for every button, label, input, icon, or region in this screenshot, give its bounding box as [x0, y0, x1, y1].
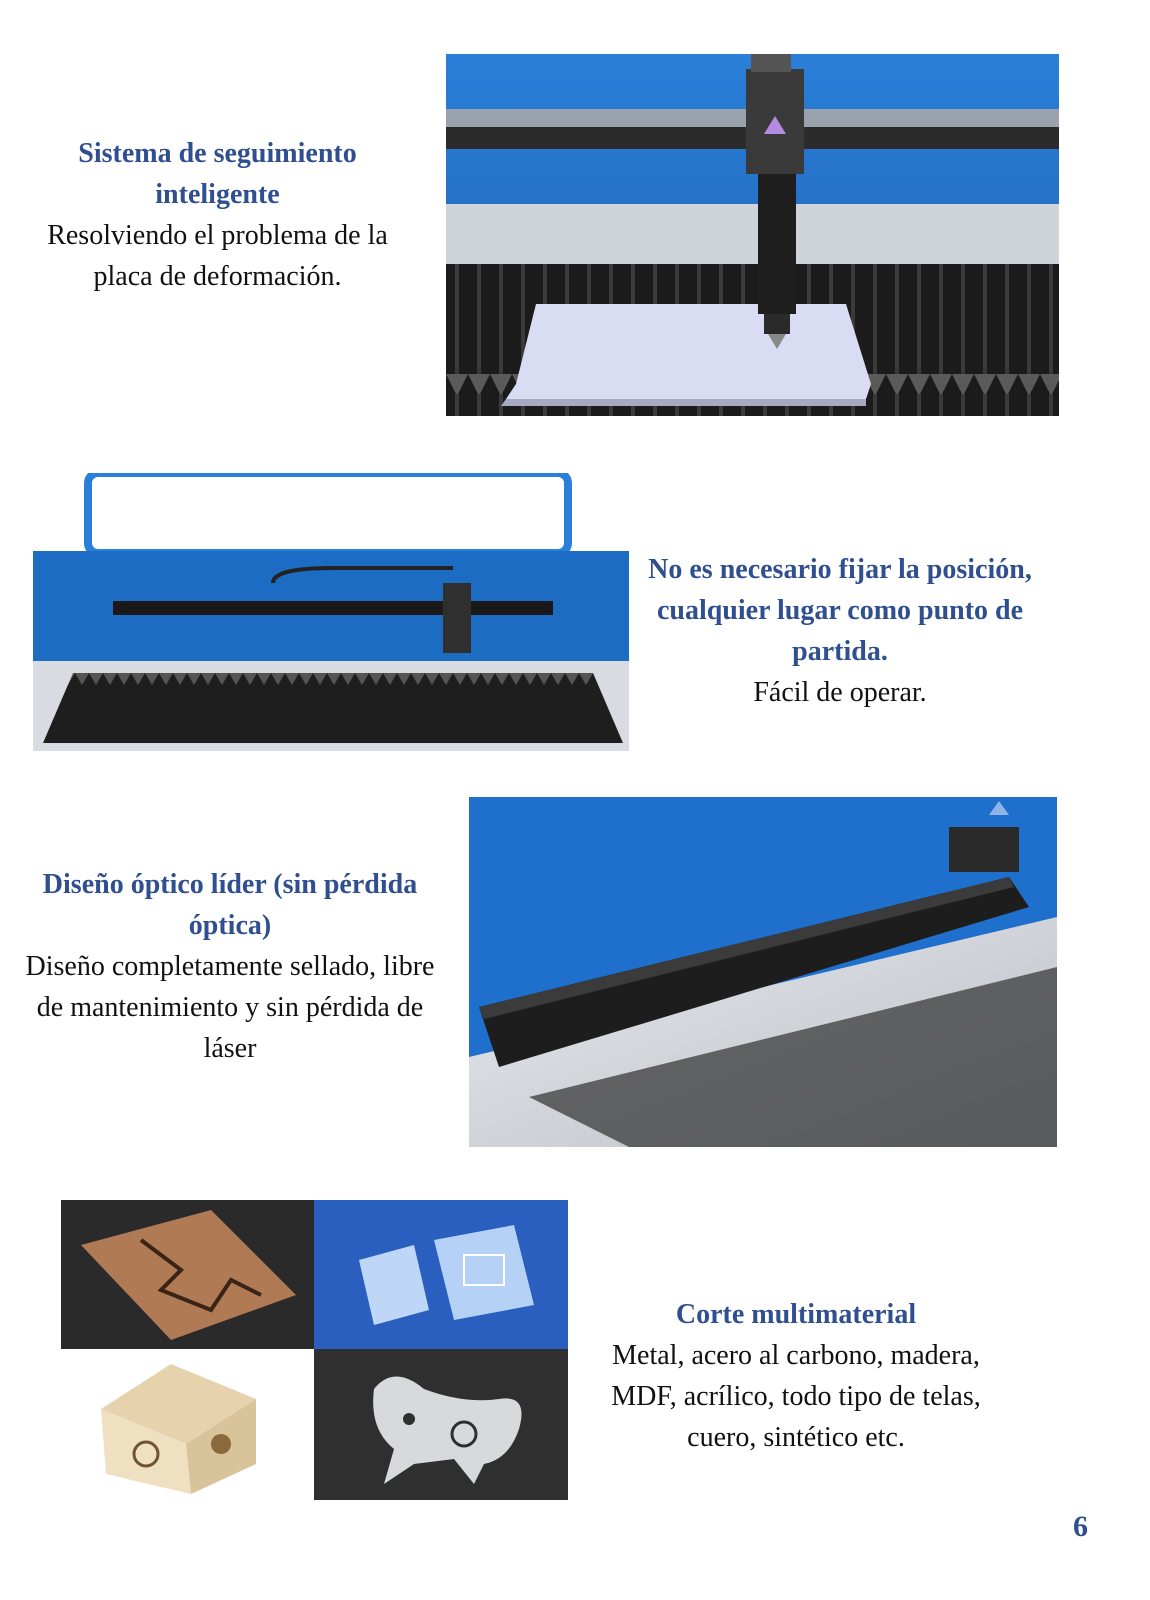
section-3-body: Diseño completamente sellado, libre de mantenimiento y sin pérdida de láser: [25, 951, 435, 1064]
machine-work-area-photo: [33, 473, 629, 751]
metal-dog-photo: [314, 1349, 568, 1500]
section-2-body: Fácil de operar.: [753, 677, 927, 708]
acrylic-cubes-photo: [314, 1200, 568, 1349]
section-2-heading: No es necesario fijar la posición, cualquier lugar como punto de partida.: [648, 554, 1032, 667]
section-1-body: Resolviendo el problema de la placa de deformación.: [47, 220, 388, 292]
page-number: 6: [1073, 1510, 1088, 1543]
section-1-heading: Sistema de seguimiento inteligente: [78, 138, 357, 210]
section-3-heading: Diseño óptico líder (sin pérdida óptica): [42, 869, 418, 941]
wood-puzzle-photo: [61, 1200, 314, 1349]
section-1-text: [15, 133, 420, 297]
section-4-body: Metal, acero al carbono, madera, MDF, acrílico, todo tipo de telas, cuero, sintético etc.: [611, 1340, 981, 1453]
section-2-text: [640, 549, 1040, 713]
section-4-text: [605, 1294, 987, 1458]
laser-head-photo: [446, 54, 1059, 416]
section-4-heading: Corte multimaterial: [675, 1299, 917, 1330]
material-samples-grid: [61, 1200, 568, 1500]
birdhouse-photo: [61, 1349, 314, 1500]
optical-rail-photo: [469, 797, 1057, 1147]
section-3-text: [15, 864, 445, 1069]
